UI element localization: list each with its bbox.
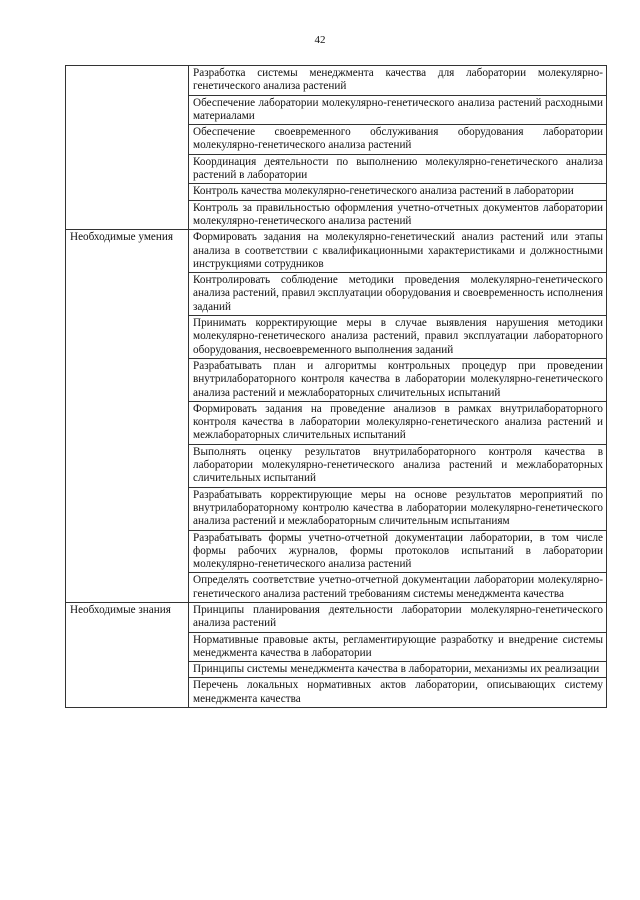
- requirements-table: [65, 65, 607, 708]
- page-number: 42: [314, 34, 326, 46]
- section-label: [66, 66, 189, 230]
- section-item: Разрабатывать корректирующие меры на основе результатов мероприятий по внутрилабораторному контролю качества в лаборатории молекулярно-генетического анализа растений и межлабораторным сличительным испытаниям: [189, 487, 607, 530]
- section-item: Обеспечение своевременного обслуживания оборудования лаборатории молекулярно-генетического анализа растений: [189, 125, 607, 155]
- section-item: Принимать корректирующие меры в случае выявления нарушения методики молекулярно-генетического анализа растений, правил эксплуатации лабораторного оборудования, несвоевременного выполнения заданий: [189, 316, 607, 359]
- section-item: Обеспечение лаборатории молекулярно-генетического анализа растений расходными материалами: [189, 95, 607, 125]
- section-item: Разрабатывать формы учетно-отчетной документации лаборатории, в том числе формы рабочих журналов, формы протоколов испытаний в лаборатории молекулярно-генетического анализа растений: [189, 530, 607, 573]
- section-item: Разработка системы менеджмента качества для лаборатории молекулярно-генетического анализа растений: [189, 66, 607, 96]
- section-item: Выполнять оценку результатов внутрилабораторного контроля качества в лаборатории молекулярно-генетического анализа растений и межлабораторных сличительных испытаний: [189, 444, 607, 487]
- section-item: Принципы системы менеджмента качества в лаборатории, механизмы их реализации: [189, 662, 607, 678]
- section-item: Формировать задания на молекулярно-генетический анализ растений или этапы анализа в соответствии с квалификационными характеристиками и должностными инструкциями сотрудников: [189, 230, 607, 273]
- table-row: [66, 230, 607, 273]
- section-label: Необходимые умения: [66, 230, 189, 603]
- table-row: [66, 602, 607, 632]
- section-item: Формировать задания на проведение анализов в рамках внутрилабораторного контроля качества в лаборатории молекулярно-генетического анализа растений и межлабораторных сличительных испытаний: [189, 401, 607, 444]
- section-item: Разрабатывать план и алгоритмы контрольных процедур при проведении внутрилабораторного контроля качества в лаборатории молекулярно-генетического анализа растений и межлабораторных сличительных испытаний: [189, 358, 607, 401]
- section-item: Контроль качества молекулярно-генетического анализа растений в лаборатории: [189, 184, 607, 200]
- section-item: Контролировать соблюдение методики проведения молекулярно-генетического анализа растений, правил эксплуатации оборудования и своевременность исполнения заданий: [189, 273, 607, 316]
- section-item: Нормативные правовые акты, регламентирующие разработку и внедрение системы менеджмента качества в лаборатории: [189, 632, 607, 662]
- section-item: Контроль за правильностью оформления учетно-отчетных документов лаборатории молекулярно-генетического анализа растений: [189, 200, 607, 230]
- table-body: [66, 66, 607, 708]
- section-item: Координация деятельности по выполнению молекулярно-генетического анализа растений в лаборатории: [189, 154, 607, 184]
- table-row: [66, 66, 607, 96]
- section-item: Принципы планирования деятельности лаборатории молекулярно-генетического анализа растений: [189, 602, 607, 632]
- section-item: Перечень локальных нормативных актов лаборатории, описывающих систему менеджмента качества: [189, 678, 607, 708]
- section-label: Необходимые знания: [66, 602, 189, 707]
- section-item: Определять соответствие учетно-отчетной документации лаборатории молекулярно-генетического анализа растений требованиям системы менеджмента качества: [189, 573, 607, 603]
